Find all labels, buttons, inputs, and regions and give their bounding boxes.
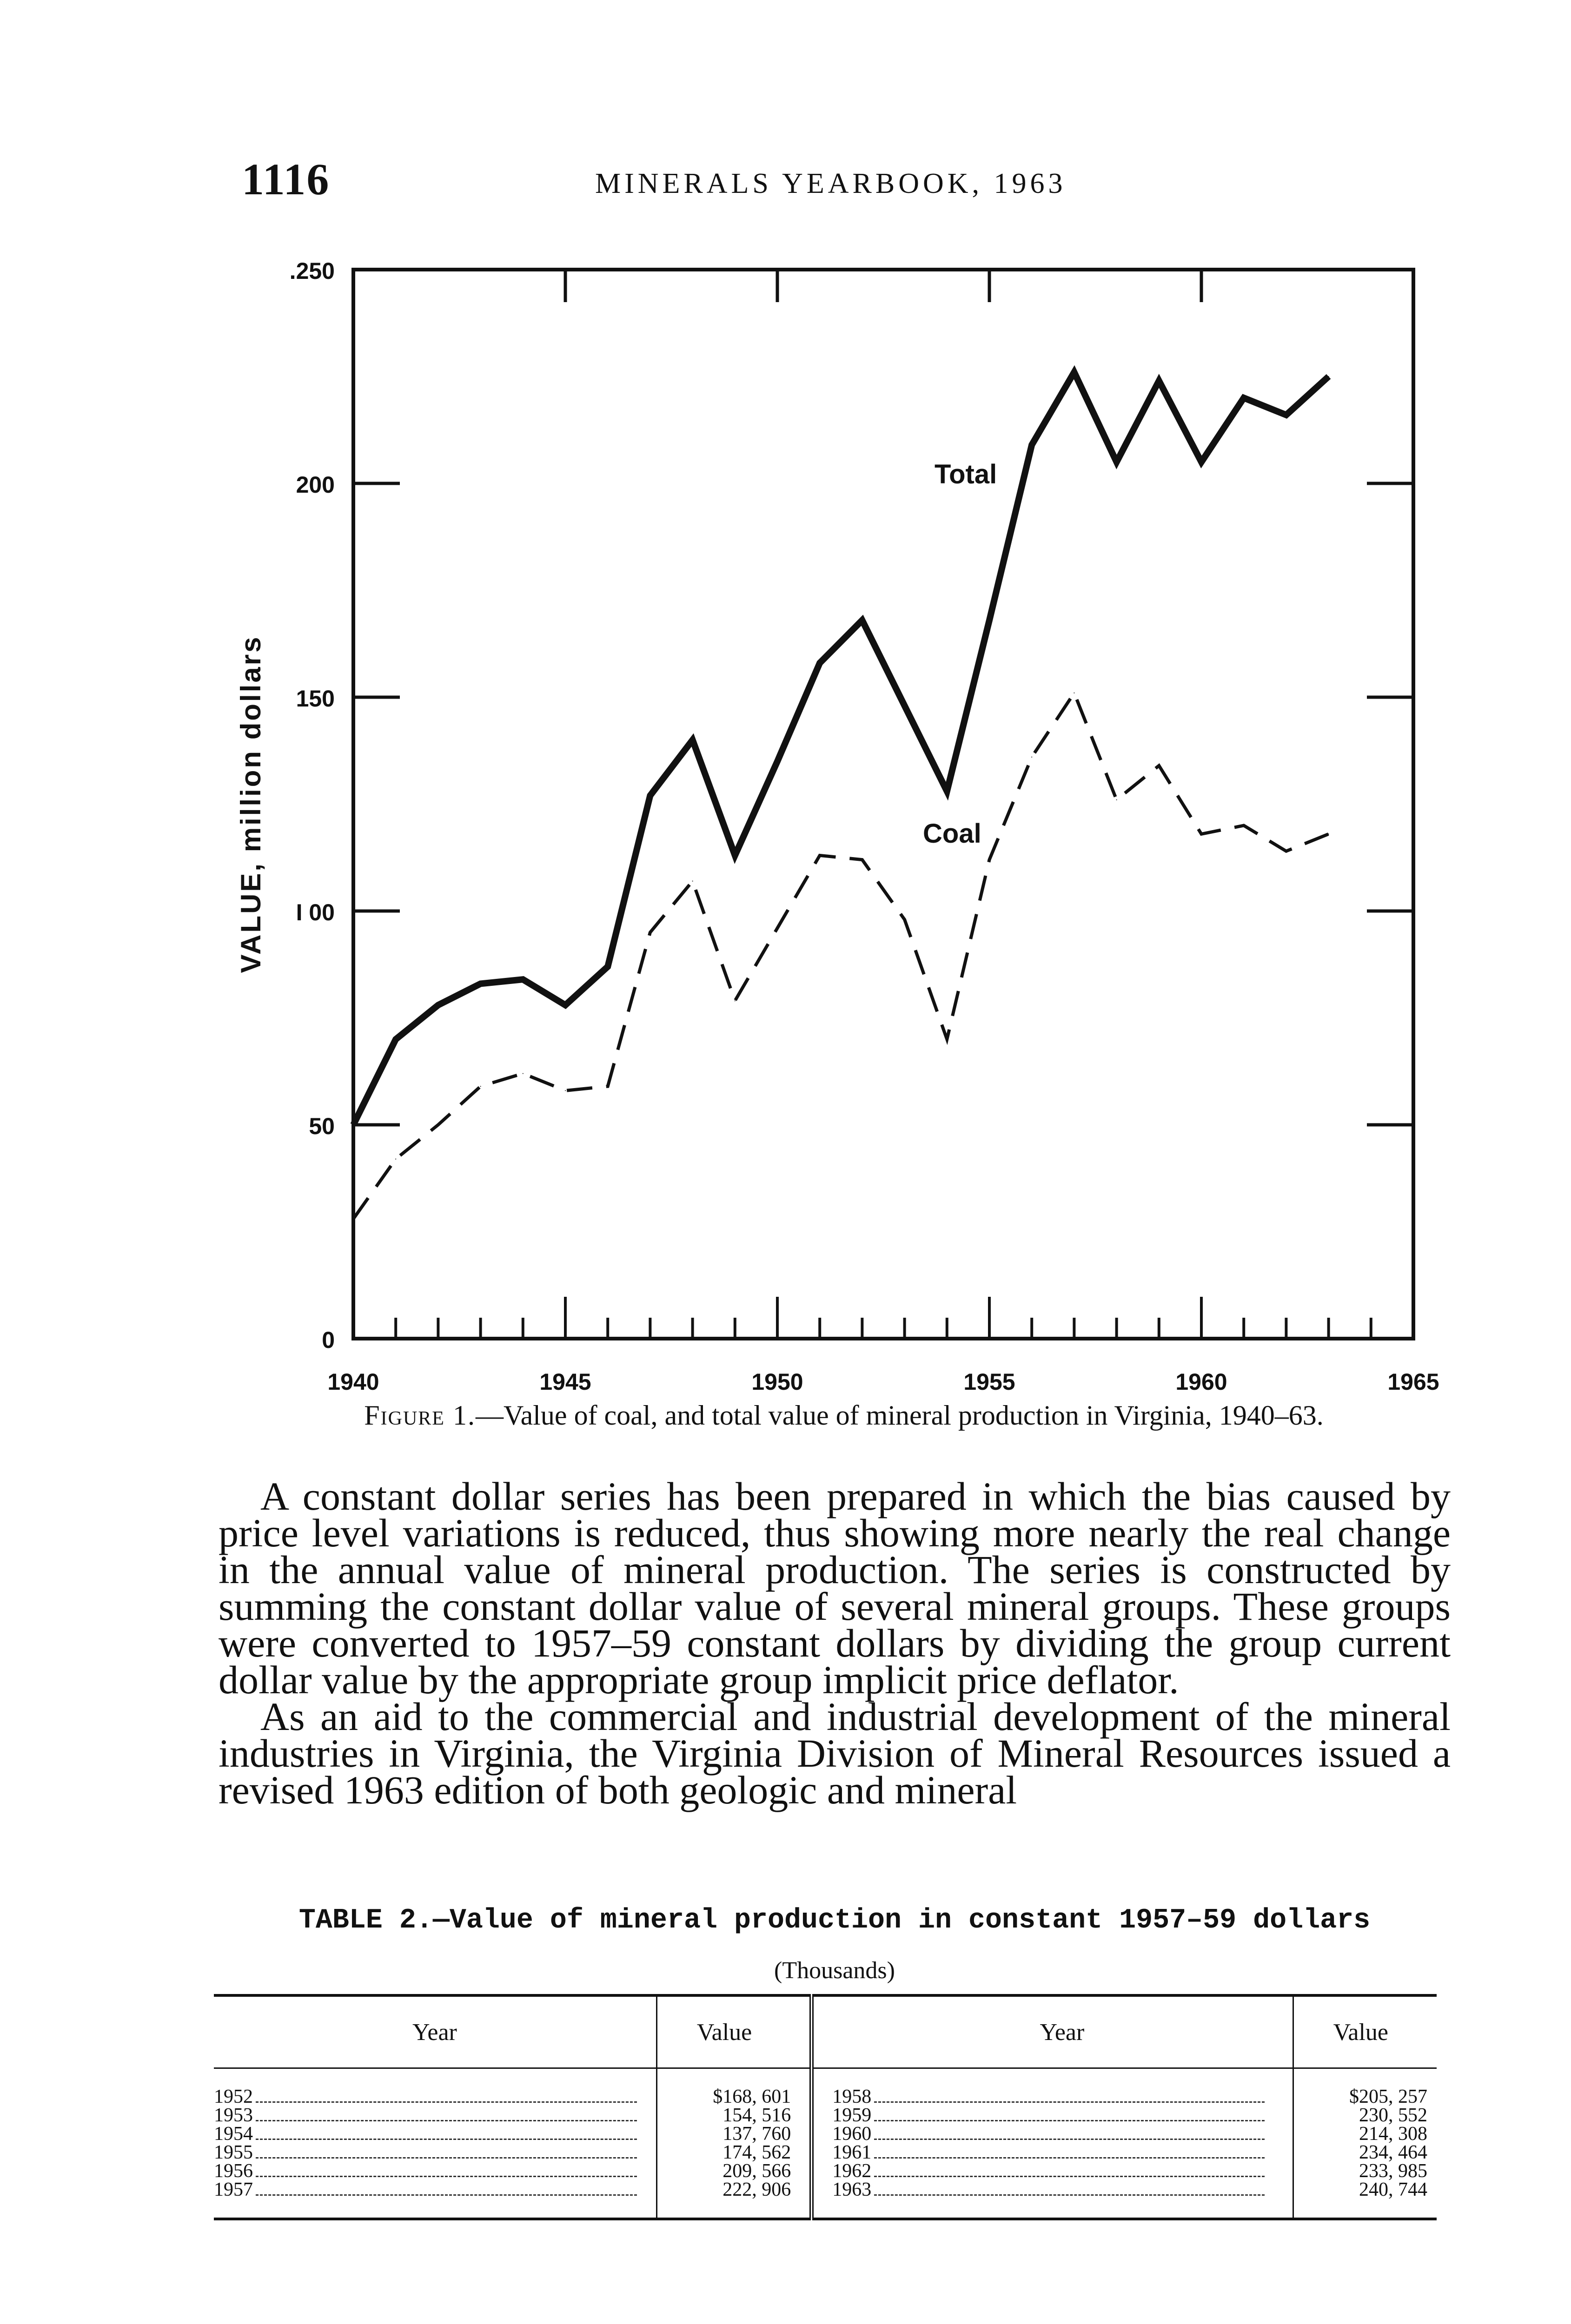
data-point — [353, 1218, 354, 1219]
cell-year-right — [812, 2162, 1293, 2180]
running-head: MINERALS YEARBOOK, 1963 — [595, 168, 1067, 199]
cell-value-right-text: $205, 257 — [1349, 2086, 1427, 2107]
table-row — [214, 2180, 1437, 2219]
x-tick-label: 1950 — [751, 1369, 803, 1395]
cell-value-left — [656, 2125, 811, 2143]
cell-value-left-text: 137, 760 — [723, 2123, 791, 2145]
x-tick-label: 1960 — [1175, 1369, 1227, 1395]
y-tick-label: 50 — [309, 1113, 335, 1139]
cell-value-right-text: 234, 464 — [1359, 2142, 1427, 2163]
data-point — [947, 1039, 948, 1040]
cell-year-right — [812, 2068, 1293, 2106]
cell-year-left-text: 1956 — [214, 2160, 253, 2182]
data-point — [607, 966, 608, 967]
cell-value-right — [1293, 2162, 1437, 2180]
leader-dots — [874, 2194, 1265, 2196]
figure-caption-text: —Value of coal, and total value of mineral production in Virginia, 1940–63. — [475, 1400, 1324, 1431]
data-point — [777, 761, 778, 762]
data-point — [1328, 376, 1329, 377]
y-tick-label: 200 — [296, 472, 335, 498]
cell-year-right — [812, 2106, 1293, 2125]
paragraph-2: As an aid to the commercial and industrial development of the mineral industries in Virginia, the Virginia Division of Mineral Resources issued a revised 1963 edition of both geologic and mineral — [219, 1694, 1451, 1812]
x-tick-label: 1940 — [327, 1369, 379, 1395]
body-text — [219, 1474, 1451, 1812]
data-point — [819, 855, 820, 856]
data-point — [1159, 765, 1160, 766]
data-point — [1328, 833, 1329, 834]
cell-value-left — [656, 2106, 811, 2125]
data-point — [480, 1086, 481, 1087]
data-point — [777, 928, 778, 929]
data-point — [1243, 397, 1244, 398]
leader-dots — [256, 2120, 637, 2121]
data-point — [904, 919, 905, 920]
cell-year-right — [812, 2143, 1293, 2162]
cell-value-right-text: 214, 308 — [1359, 2123, 1427, 2145]
y-tick-label: 0 — [322, 1327, 335, 1353]
header-year-right: Year — [812, 1995, 1293, 2068]
data-point — [565, 1004, 566, 1005]
y-axis-title: VALUE, million dollars — [235, 635, 266, 973]
table-title: TABLE 2.—Value of mineral production in constant 1957–59 dollars — [298, 1905, 1371, 1936]
x-tick-label: 1945 — [539, 1369, 591, 1395]
cell-year-right — [812, 2180, 1293, 2219]
data-point — [735, 855, 736, 856]
paragraph-1: A constant dollar series has been prepared in which the bias caused by price level variations is reduced, thus showing more nearly the real change in the annual value of mineral production. The series is constructed by summing the constant dollar value of several mineral groups. These groups were converted to 1957–59 constant dollars by dividing the group current dollar value by the appropriate group implicit price deflator. — [219, 1474, 1451, 1702]
cell-value-left-text: 209, 566 — [723, 2160, 791, 2182]
leader-dots — [256, 2176, 637, 2177]
cell-value-right — [1293, 2068, 1437, 2106]
page-number: 1116 — [242, 154, 330, 204]
cell-year-right — [812, 2125, 1293, 2143]
data-point — [1116, 799, 1117, 800]
data-point — [989, 620, 990, 621]
cell-value-left-text: 222, 906 — [723, 2179, 791, 2200]
x-tick-label: 1965 — [1387, 1369, 1439, 1395]
cell-value-left — [656, 2162, 811, 2180]
data-point — [692, 739, 693, 740]
value-table — [214, 1994, 1437, 2220]
cell-year-right-text: 1963 — [832, 2179, 872, 2200]
header-value-right: Value — [1293, 1995, 1437, 2068]
cell-value-left — [656, 2143, 811, 2162]
cell-year-left — [214, 2162, 656, 2180]
cell-value-left-text: $168, 601 — [713, 2086, 791, 2107]
figure-label: Figure 1. — [364, 1400, 476, 1431]
cell-value-right — [1293, 2125, 1437, 2143]
data-point — [353, 1124, 354, 1125]
data-point — [735, 1000, 736, 1001]
leader-dots — [256, 2139, 637, 2140]
table-row — [214, 2162, 1437, 2180]
cell-year-left — [214, 2106, 656, 2125]
leader-dots — [256, 2157, 637, 2159]
cell-value-left — [656, 2068, 811, 2106]
table-row — [214, 2143, 1437, 2162]
data-point — [1031, 444, 1032, 445]
cell-year-left — [214, 2143, 656, 2162]
data-point — [480, 983, 481, 984]
leader-dots — [256, 2194, 637, 2196]
data-point — [692, 881, 693, 882]
series-line-total — [353, 372, 1329, 1125]
cell-value-right — [1293, 2180, 1437, 2219]
data-point — [904, 705, 905, 706]
data-point — [819, 662, 820, 663]
data-point — [607, 1086, 608, 1087]
y-tick-label: 150 — [296, 686, 335, 712]
table-header-row — [214, 1995, 1437, 2068]
cell-year-left-text: 1953 — [214, 2105, 253, 2126]
cell-value-right-text: 230, 552 — [1359, 2105, 1427, 2126]
cell-year-right-text: 1958 — [832, 2086, 872, 2107]
y-tick-label: .250 — [289, 258, 335, 284]
cell-year-left-text: 1954 — [214, 2123, 253, 2145]
table-row — [214, 2106, 1437, 2125]
leader-dots — [874, 2139, 1265, 2140]
data-point — [437, 1004, 438, 1005]
y-tick-label: I 00 — [296, 899, 335, 925]
cell-year-left — [214, 2068, 656, 2106]
leader-dots — [874, 2176, 1265, 2177]
table-row — [214, 2125, 1437, 2143]
cell-year-left — [214, 2180, 656, 2219]
cell-year-left-text: 1955 — [214, 2142, 253, 2163]
data-point — [989, 859, 990, 860]
data-point — [1201, 833, 1202, 834]
leader-dots — [874, 2157, 1265, 2159]
cell-year-right-text: 1959 — [832, 2105, 872, 2126]
data-point — [947, 791, 948, 792]
data-point — [395, 1039, 396, 1040]
cell-value-right-text: 233, 985 — [1359, 2160, 1427, 2182]
data-point — [1243, 825, 1244, 826]
data-point — [523, 1073, 524, 1074]
cell-year-right-text: 1962 — [832, 2160, 872, 2182]
series-line-coal — [353, 693, 1329, 1219]
series-label-total: Total — [935, 459, 997, 489]
cell-value-right — [1293, 2143, 1437, 2162]
cell-value-right — [1293, 2106, 1437, 2125]
cell-year-left-text: 1952 — [214, 2086, 253, 2107]
cell-value-left-text: 174, 562 — [723, 2142, 791, 2163]
leader-dots — [256, 2101, 637, 2103]
leader-dots — [874, 2120, 1265, 2121]
data-point — [565, 1090, 566, 1091]
plot-frame — [353, 270, 1413, 1339]
header-year-left: Year — [214, 1995, 656, 2068]
cell-value-left — [656, 2180, 811, 2219]
data-point — [395, 1159, 396, 1160]
figure-caption — [230, 1400, 1458, 1431]
cell-year-left — [214, 2125, 656, 2143]
data-point — [523, 979, 524, 980]
x-tick-label: 1955 — [963, 1369, 1015, 1395]
series-label-coal: Coal — [923, 818, 981, 849]
cell-year-left-text: 1957 — [214, 2179, 253, 2200]
cell-year-right-text: 1960 — [832, 2123, 872, 2145]
header-value-left: Value — [656, 1995, 811, 2068]
table-row — [214, 2068, 1437, 2106]
cell-value-left-text: 154, 516 — [723, 2105, 791, 2126]
leader-dots — [874, 2101, 1265, 2103]
table-unit: (Thousands) — [774, 1957, 895, 1984]
data-point — [1031, 757, 1032, 758]
cell-year-right-text: 1961 — [832, 2142, 872, 2163]
cell-value-right-text: 240, 744 — [1359, 2179, 1427, 2200]
data-point — [1159, 380, 1160, 381]
data-point — [437, 1124, 438, 1125]
